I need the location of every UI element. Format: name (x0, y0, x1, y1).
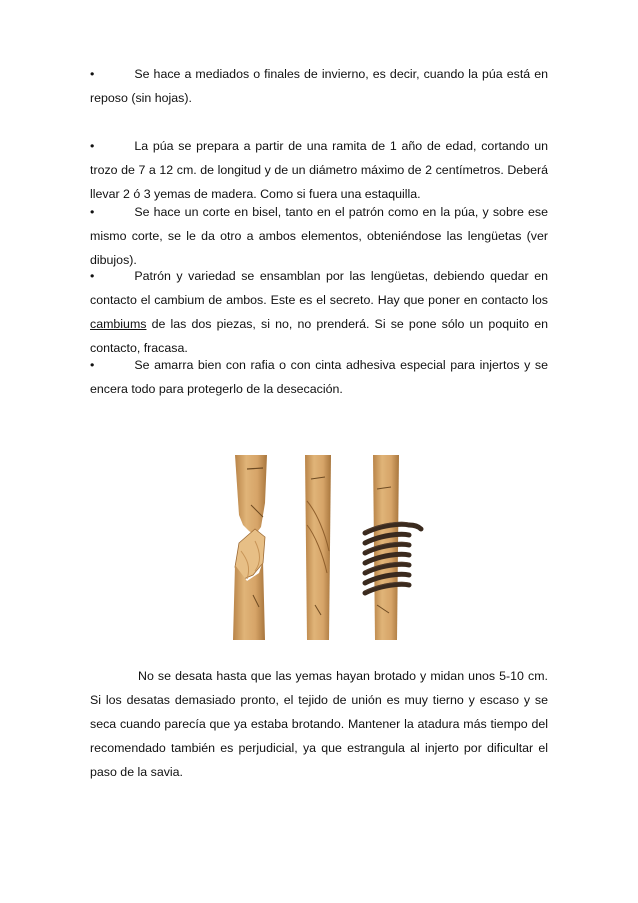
bullet-5-text: Se amarra bien con rafia o con cinta adhesiva especial para injertos y se encera todo para protegerlo de la desecación. (90, 358, 548, 396)
joined-graft-stick (305, 455, 331, 640)
bullet-2-text: La púa se prepara a partir de una ramita de 1 año de edad, cortando un trozo de 7 a 12 cm. de longitud y de un diámetro máximo de 2 centímetros. Deberá llevar 2 ó 3 yemas de madera. Como si fuera una estaquilla. (90, 139, 548, 201)
bullet-symbol: • (90, 67, 95, 81)
bullet-3-text: Se hace un corte en bisel, tanto en el patrón como en la púa, y sobre ese mismo corte, se le da otro a ambos elementos, obteniéndose las lengüetas (ver dibujos). (90, 205, 548, 267)
bullet-5 (90, 353, 548, 401)
closing-paragraph-text: No se desata hasta que las yemas hayan brotado y midan unos 5-10 cm. Si los desatas demasiado pronto, el tejido de unión es muy tierno y escaso y se seca cuando parecía que ya estaba brotando. Mantener la atadura más tiempo del recomendado también es perjudicial, ya que estrangula al injerto por dificultar el paso de la savia. (90, 669, 548, 779)
bullet-symbol: • (90, 269, 95, 283)
bullet-symbol: • (90, 139, 95, 153)
bullet-3 (90, 200, 548, 272)
scion-stick (235, 455, 267, 535)
bullet-symbol: • (90, 205, 95, 219)
closing-paragraph (90, 664, 548, 784)
bullet-1 (90, 62, 548, 110)
grafting-illustration-icon (225, 455, 425, 640)
bullet-4-text-before: Patrón y variedad se ensamblan por las lengüetas, debiendo quedar en contacto el cambium de ambos. Este es el secreto. Hay que poner en contacto los (90, 269, 548, 307)
bullet-4 (90, 264, 548, 360)
bullet-symbol: • (90, 358, 95, 372)
bullet-1-text: Se hace a mediados o finales de invierno, es decir, cuando la púa está en reposo (sin hojas). (90, 67, 548, 105)
bullet-2 (90, 134, 548, 206)
bullet-4-text-after: de las dos piezas, si no, no prenderá. Si se pone sólo un poquito en contacto, fracasa. (90, 317, 548, 355)
underlined-term: cambiums (90, 317, 147, 331)
